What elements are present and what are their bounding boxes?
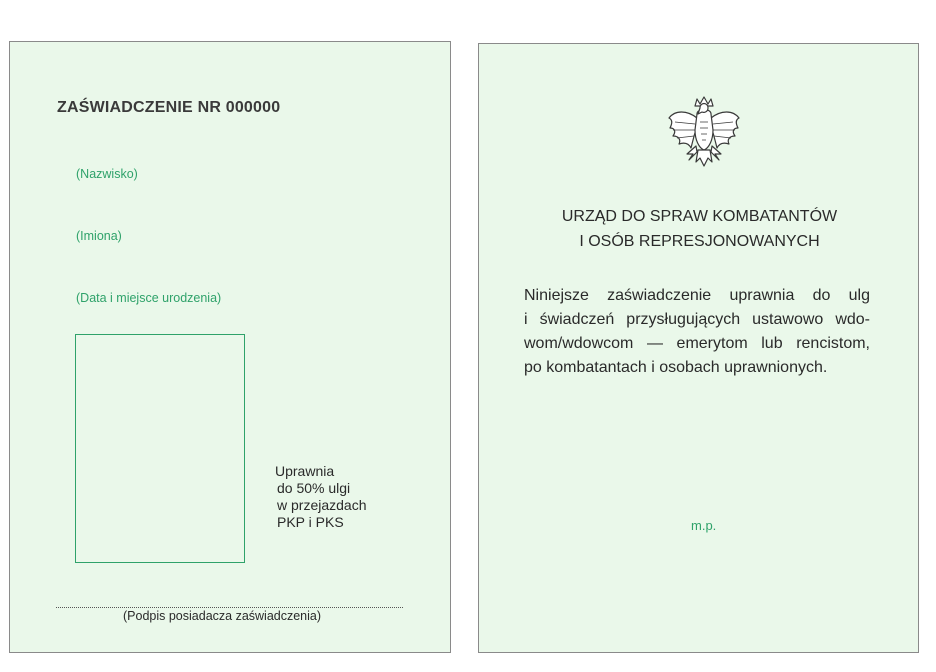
first-names-label: (Imiona) [76,229,122,243]
office-name-line: I OSÓB REPRESJONOWANYCH [579,233,820,250]
polish-eagle-emblem [667,96,741,176]
office-name-line: URZĄD DO SPRAW KOMBATANTÓW [561,208,838,225]
entitlement-line: Niniejsze zaświadczenie uprawnia do ulg [524,287,870,304]
entitlement-line: i świadczeń przysługujących ustawowo wdo- [524,311,870,328]
photo-frame [75,334,245,563]
entitlement-line: wom/wdowcom — emerytom lub rencistom, [524,335,870,352]
certificate-right-page [478,43,919,653]
surname-label: (Nazwisko) [76,167,138,181]
entitlement-text [524,284,870,380]
certificate-left-page [9,41,451,653]
office-name [479,204,920,254]
signature-caption: (Podpis posiadacza zaświadczenia) [123,609,322,623]
entitlement-line: po kombatantach i osobach uprawnionych. [524,359,828,376]
birth-date-place-label: (Data i miejsce urodzenia) [76,291,222,305]
discount-line: Uprawnia [275,463,335,479]
stamp-place-label: m.p. [691,518,717,533]
discount-line: PKP i PKS [277,514,344,530]
discount-note [275,463,367,531]
discount-line: do 50% ulgi [277,480,351,496]
signature-line [56,607,403,608]
certificate-title: ZAŚWIADCZENIE NR 000000 [57,99,281,116]
discount-line: w przejazdach [277,497,367,513]
